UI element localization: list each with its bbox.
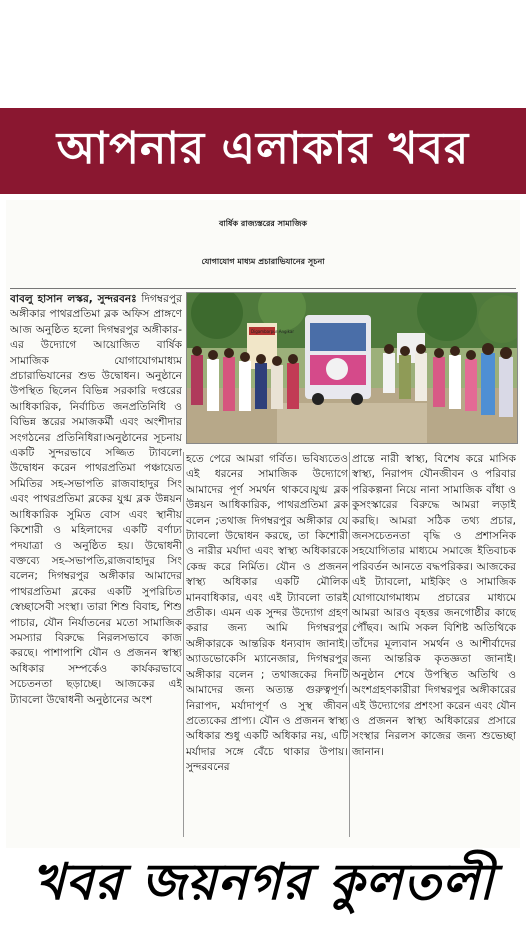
photo-banner-text: Digambarpur Angikar <box>251 329 294 334</box>
event-photo-illustration <box>187 293 517 443</box>
headline-line-1: বার্ষিক রাজ্যস্তরের সামাজিক <box>218 218 307 228</box>
article-column-1 <box>10 292 182 840</box>
banner-title: আপনার এলাকার খবর <box>56 122 470 174</box>
newspaper-clipping <box>6 200 520 848</box>
column-divider <box>183 452 184 837</box>
headline-line-2: যোগাযোগ মাধ্যম প্রচারাভিযানের সূচনা <box>201 256 325 266</box>
headline-rule <box>10 288 516 289</box>
top-margin <box>0 0 526 108</box>
section-banner <box>0 108 526 194</box>
article-column-3 <box>352 452 516 840</box>
column-3-text: প্রান্তে নারী স্বাস্থ্য, বিশেষ করে মাসিক স্বাস্থ্য, নিরাপদ যৌনজীবন ও পরিবার পরিকল্পনা নিয়ে নানা সামাজিক বাঁধা ও কুসংস্কারের বিরুদ্ধে আমরা লড়াই করছি। আমরা সঠিক তথ্য প্রচার, জনসচেতনতা বৃদ্ধি ও প্রশাসনিক সহযোগিতার মাধ্যমে সমাজে ইতিবাচক পরিবর্তন আনতে বদ্ধপরিকর। আজকের এই ট্যাবলো, মাইকিং ও সামাজিক যোগাযোগমাধ্যম প্রচারের মাধ্যমে আমরা আরও বৃহত্তর জনগোষ্ঠীর কাছে পৌঁছব। আমি সকল বিশিষ্ট অতিথিকে তাঁদের মূল্যবান সমর্থন ও আশীর্বাদের জন্য আন্তরিক কৃতজ্ঞতা জানাই। অনুষ্ঠান শেষে উপস্থিত অতিথি ও অংশগ্রহণকারীরা দিগম্বরপুর অঙ্গীকারের এই উদ্যোগের প্রশংসা করেন এবং যৌন ও প্রজনন স্বাস্থ্য অধিকারের প্রসারে সংস্থার নিরলস কাজের জন্য শুভেচ্ছা জানান। <box>352 453 516 758</box>
event-photo <box>186 292 518 444</box>
footer-brand <box>0 848 526 924</box>
column-1-text: দিগম্বরপুর অঙ্গীকার পাথরপ্রতিমা ব্লক অফিস প্রাঙ্গণে আজ অনুষ্ঠিত হলো দিগম্বরপুর অঙ্গীকার-এর উদ্যোগে আয়োজিত বার্ষিক সামাজিক যোগাযোগমাধ্যম প্রচারাভিযানের শুভ উদ্বোধন। অনুষ্ঠানে উপস্থিত ছিলেন বিভিন্ন সরকারি দপ্তরের আধিকারিক, নির্বাচিত জনপ্রতিনিধি ও বিভিন্ন স্তরের সমাজকর্মী এবং অংশীদার সংগঠনের প্রতিনিধিরা।অনুষ্ঠানের সূচনায় একটি সুন্দরভাবে সজ্জিত ট্যাবলো উদ্বোধন করেন পাথরপ্রতিমা পঞ্চায়েত সমিতির সহ-সভাপতি রাজবাহাদুর সিং এবং পাথরপ্রতিমা ব্লকের যুগ্ম ব্লক উন্নয়ন আধিকারিক সুমিত বোস এবং স্থানীয় কিশোরী ও মহিলাদের একটি বর্ণাঢ্য পদযাত্রা ও অনুষ্ঠিত হয়। উদ্বোধনী বক্তব্যে সহ-সভাপতি,রাজবাহাদুর সিং বলেন; দিগম্বরপুর অঙ্গীকার আমাদের পাথরপ্রতিমা ব্লকের একটি সুপরিচিত স্বেচ্ছাসেবী সংস্থা। তারা শিশু বিবাহ, শিশু পাচার, যৌন নির্যাতনের মতো সামাজিক সমস্যার বিরুদ্ধে নিরলসভাবে কাজ করছে। পাশাপাশি যৌন ও প্রজনন স্বাস্থ্য অধিকার সম্পর্কেও কার্যকরভাবে সচেতনতা ছড়াচ্ছে। আজকের এই ট্যাবলো উদ্বোধনী অনুষ্ঠানের অংশ <box>10 293 182 706</box>
footer-title: খবর জয়নগর কুলতলী <box>31 852 495 911</box>
article-headline <box>6 204 520 280</box>
article-byline: বাবলু হাসান লস্কর, সুন্দরবনঃ <box>10 293 137 305</box>
column-divider <box>349 452 350 837</box>
article-column-2 <box>186 452 348 840</box>
column-2-text: হতে পেরে আমরা গর্বিত। ভবিষ্যতেও এই ধরনের সামাজিক উদ্যোগে আমাদের পূর্ণ সমর্থন থাকবে।যুগ্ম ব্লক উন্নয়ন আধিকারিক, পাথরপ্রতিমা ব্লক বলেন ;তথাজ দিগম্বরপুর অঙ্গীকার যে ট্যাবলো উদ্বোধন করছে, তা কিশোরী ও নারীর মর্যাদা এবং স্বাস্থ্য অধিকারকে কেন্দ্র করে নির্মিত। যৌন ও প্রজনন স্বাস্থ্য অধিকার একটি মৌলিক মানবাধিকার, এবং এই ট্যাবলো তারই প্রতীক। এমন এক সুন্দর উদ্যোগ গ্রহণ করার জন্য আমি দিগম্বরপুর অঙ্গীকারকে আন্তরিক ধন্যবাদ জানাই।অ্যাডভোকেসি ম্যানেজার, দিগম্বরপুর অঙ্গীকার বলেন ; তথাজকের দিনটি আমাদের জন্য অত্যন্ত গুরুত্বপূর্ণ। নিরাপদ, মর্যাদাপূর্ণ ও সুস্থ জীবন প্রত্যেকের প্রাপ্য। যৌন ও প্রজনন স্বাস্থ্য অধিকার শুধু একটি অধিকার নয়, এটি মর্যাদার সঙ্গে বেঁচে থাকার উপায়। সুন্দরবনের <box>186 453 348 774</box>
